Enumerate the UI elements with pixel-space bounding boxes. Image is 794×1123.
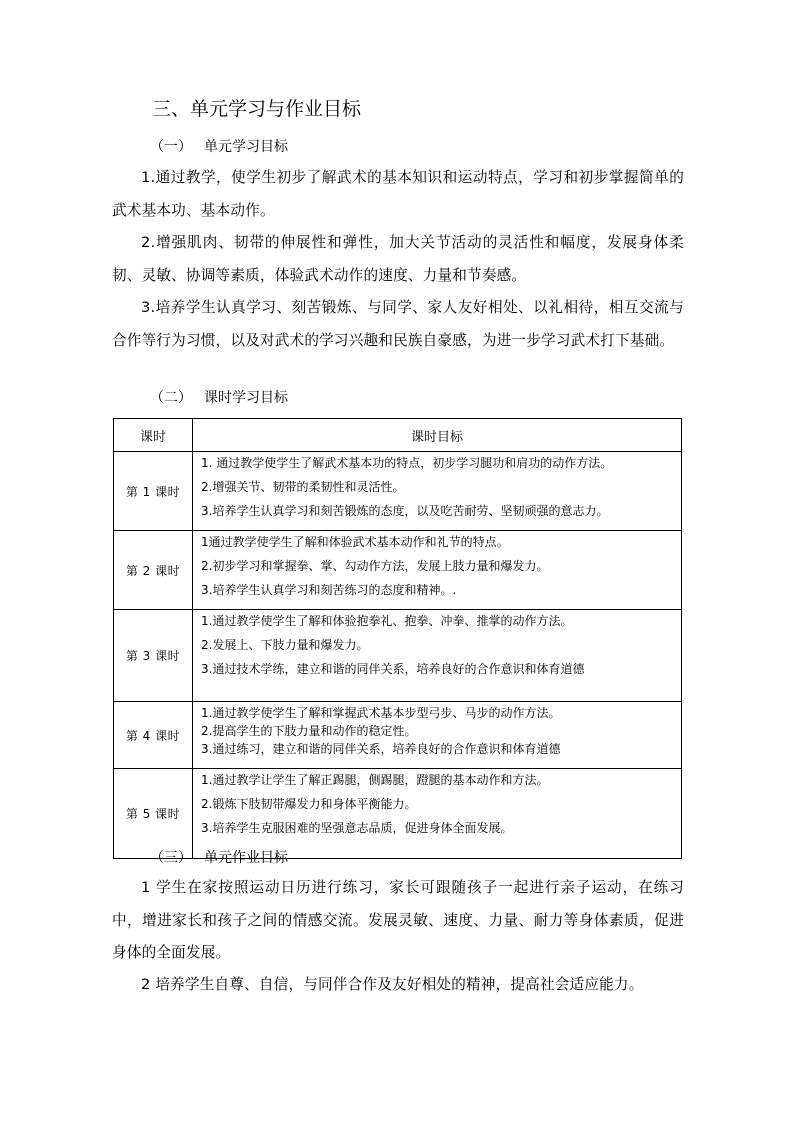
homework-goal-paragraph: 1 学生在家按照运动日历进行练习，家长可跟随孩子一起进行亲子运动，在练习中，增进家长和孩子之间的情感交流。发展灵敏、速度、力量、耐力等身体素质，促进身体的全面发展。	[112, 879, 684, 961]
objective-item: 1通过教学使学生了解和体验武术基本动作和礼节的特点。	[201, 535, 509, 549]
unit-goals-heading	[150, 137, 288, 157]
unit-goal-paragraph: 1.通过教学，使学生初步了解武术的基本知识和运动特点，学习和初步掌握简单的武术基本功、基本动作。	[112, 169, 684, 219]
objective-item: 3.通过技术学练，建立和谐的同伴关系，培养良好的合作意识和体育道德	[201, 662, 585, 676]
period-cell: 第 1 课时	[114, 452, 193, 531]
homework-goals-number: （三）	[150, 850, 192, 866]
unit-goals-title: 单元学习目标	[204, 139, 288, 155]
objective-item: 3.培养学生认真学习和刻苦练习的态度和精神。.	[201, 583, 457, 597]
unit-goal-paragraph: 2.增强肌肉、韧带的伸展性和弹性，加大关节活动的灵活性和幅度，发展身体柔韧、灵敏、协调等素质，体验武术动作的速度、力量和节奏感。	[112, 234, 684, 284]
objective-item: 1.通过教学让学生了解正踢腿，侧踢腿，蹬腿的基本动作和方法。	[201, 773, 549, 787]
objective-item: 2.发展上、下肢力量和爆发力。	[201, 638, 369, 652]
lesson-goals-title: 课时学习目标	[204, 390, 288, 406]
period-cell: 第 4 课时	[114, 702, 193, 769]
homework-goals-heading	[150, 848, 288, 868]
lesson-goals-table	[113, 418, 682, 859]
table-header-objectives: 课时目标	[193, 419, 682, 452]
objectives-cell	[193, 610, 682, 702]
objective-item: 1.通过教学使学生了解和掌握武术基本步型弓步、马步的动作方法。	[201, 706, 561, 720]
table-row	[114, 610, 682, 702]
objective-item: 1. 通过教学使学生了解武术基本功的特点，初步学习腿功和肩功的动作方法。	[201, 456, 613, 470]
homework-goals-title: 单元作业目标	[204, 850, 288, 866]
lesson-goals-number: （二）	[150, 390, 192, 406]
objectives-cell	[193, 769, 682, 859]
objective-item: 2.初步学习和掌握拳、掌、勾动作方法，发展上肢力量和爆发力。	[201, 559, 549, 573]
table-row	[114, 769, 682, 859]
objective-item: 2.增强关节、韧带的柔韧性和灵活性。	[201, 480, 405, 494]
objectives-cell	[193, 702, 682, 769]
objective-item: 2.锻炼下肢韧带爆发力和身体平衡能力。	[201, 797, 417, 811]
table-row	[114, 702, 682, 769]
unit-goal-paragraph: 3.培养学生认真学习、刻苦锻炼、与同学、家人友好相处、以礼相待，相互交流与合作等行为习惯，以及对武术的学习兴趣和民族自豪感，为进一步学习武术打下基础。	[112, 299, 684, 349]
table-row	[114, 452, 682, 531]
unit-goals-number: （一）	[150, 139, 192, 155]
objective-item: 3.培养学生克服困难的坚强意志品质，促进身体全面发展。	[201, 821, 513, 835]
objective-item: 3.通过练习，建立和谐的同伴关系，培养良好的合作意识和体育道德	[201, 742, 561, 756]
objective-item: 3.培养学生认真学习和刻苦锻炼的态度，以及吃苦耐劳、坚韧顽强的意志力。	[201, 504, 609, 518]
table-row	[114, 531, 682, 610]
homework-goal-paragraph: 2 培养学生自尊、自信，与同伴合作及友好相处的精神，提高社会适应能力。	[141, 976, 644, 993]
table-header-period: 课时	[114, 419, 193, 452]
section-title: 三、单元学习与作业目标	[152, 98, 362, 120]
objective-item: 1.通过教学使学生了解和体验抱拳礼、抱拳、冲拳、推掌的动作方法。	[201, 614, 573, 628]
objectives-cell	[193, 452, 682, 531]
objective-item: 2.提高学生的下肢力量和动作的稳定性。	[201, 724, 417, 738]
lesson-goals-heading	[150, 388, 288, 408]
period-cell: 第 3 课时	[114, 610, 193, 702]
objectives-cell	[193, 531, 682, 610]
period-cell: 第 2 课时	[114, 531, 193, 610]
period-cell: 第 5 课时	[114, 769, 193, 859]
table-header-row	[114, 419, 682, 452]
